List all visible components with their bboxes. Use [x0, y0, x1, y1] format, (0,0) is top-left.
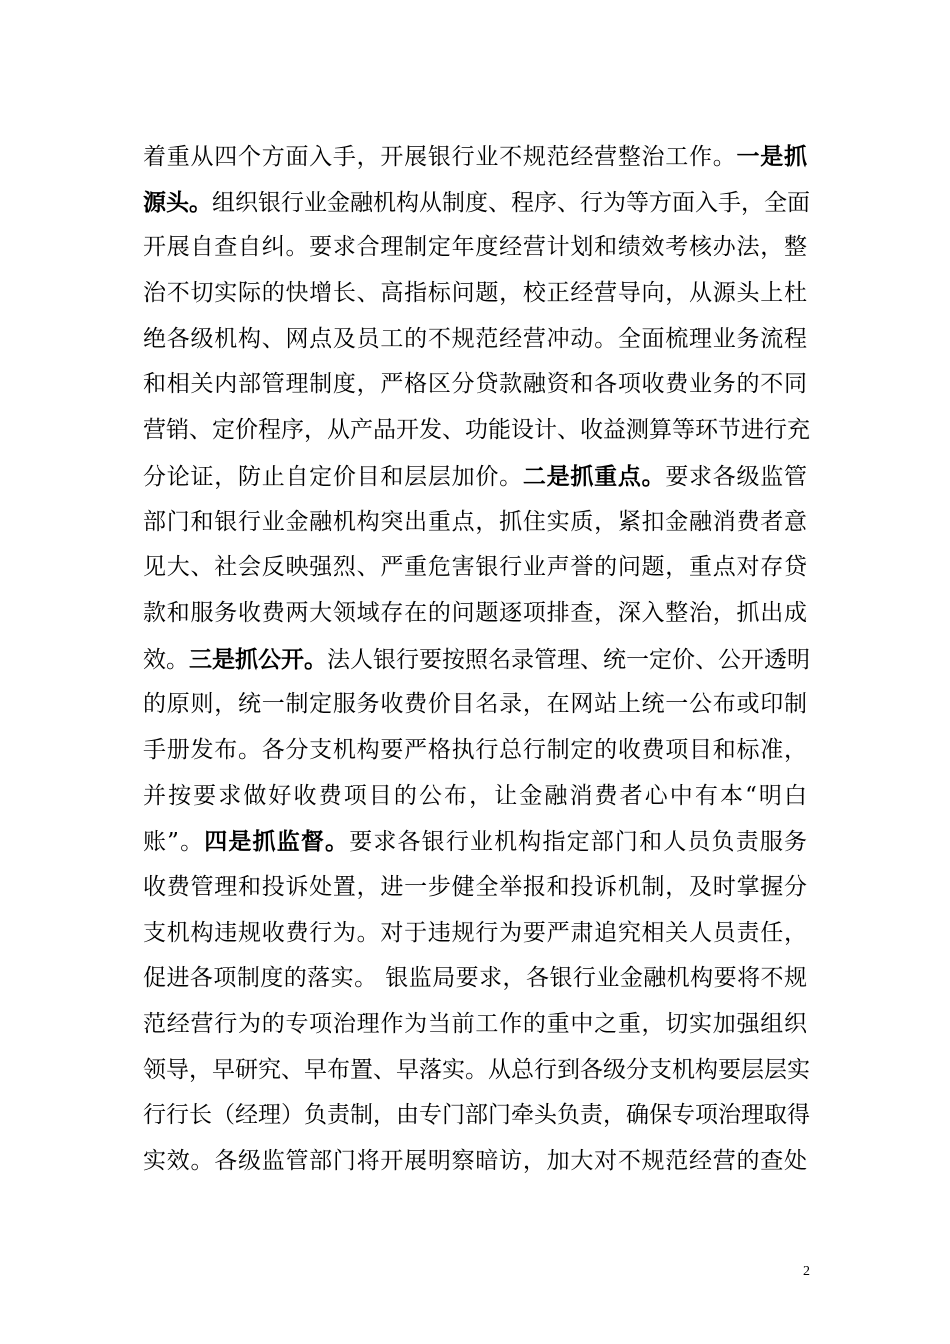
text-segment: 的原则，统一制定服务收费价目名录，在网站上统一公布或印制 — [143, 691, 807, 718]
text-segment: 支机构违规收费行为。对于违规行为要严肃追究相关人员责任， — [143, 919, 807, 946]
text-line — [143, 500, 807, 546]
text-segment: 法人银行要按照名录管理、统一定价、公开透明 — [327, 646, 810, 673]
text-segment: 和相关内部管理制度，严格区分贷款融资和各项收费业务的不同 — [143, 371, 807, 398]
text-line — [143, 180, 810, 226]
text-segment: 绝各级机构、网点及员工的不规范经营冲动。全面梳理业务流程 — [143, 325, 807, 352]
text-line — [143, 408, 810, 454]
text-line — [143, 637, 810, 683]
text-segment: 账”。 — [143, 829, 205, 856]
text-line — [143, 911, 807, 957]
text-segment: 效。 — [143, 646, 189, 673]
text-segment: 着重从四个方面入手，开展银行业不规范经营整治工作。 — [143, 144, 737, 170]
text-line — [143, 819, 807, 865]
bold-heading-segment: 二是抓重点。 — [522, 462, 666, 490]
text-line — [143, 362, 807, 408]
text-segment: 促进各项制度的落实。 银监局要求，各银行业金融机构要将不规 — [143, 965, 807, 992]
page-number: 2 — [803, 1264, 810, 1279]
text-line — [143, 956, 807, 1002]
text-segment: 要求各级监管 — [665, 463, 808, 490]
text-line — [143, 271, 807, 317]
text-segment: 开展自查自纠。要求合理制定年度经营计划和绩效考核办法，整 — [143, 234, 807, 261]
text-segment: 实效。各级监管部门将开展明察暗访，加大对不规范经营的查处 — [143, 1148, 807, 1175]
text-segment: 范经营行为的专项治理作为当前工作的重中之重，切实加强组织 — [143, 1011, 807, 1038]
text-segment: 行行长（经理）负责制，由专门部门牵头负责，确保专项治理取得 — [143, 1102, 810, 1129]
text-segment: 组织银行业金融机构从制度、程序、行为等方面入手，全面 — [212, 189, 810, 216]
text-line — [143, 1002, 807, 1048]
text-line — [143, 454, 807, 500]
text-line — [143, 1139, 807, 1185]
bold-heading-segment: 一是抓 — [736, 143, 808, 170]
text-segment: 并按要求做好收费项目的公布，让金融消费者心中有本“明白 — [143, 782, 807, 809]
body-paragraph — [143, 134, 810, 1185]
text-line — [143, 591, 807, 637]
text-line — [143, 317, 807, 363]
text-segment: 手册发布。各分支机构要严格执行总行制定的收费项目和标准， — [143, 736, 807, 763]
text-line — [143, 774, 807, 820]
text-segment: 分论证，防止自定价目和层层加价。 — [143, 463, 523, 490]
bold-heading-segment: 四是抓监督。 — [204, 828, 350, 856]
text-line — [143, 545, 807, 591]
text-segment: 收费管理和投诉处置，进一步健全举报和投诉机制，及时掌握分 — [143, 874, 807, 900]
text-segment: 营销、定价程序，从产品开发、功能设计、收益测算等环节进行充 — [143, 417, 810, 444]
text-line — [143, 1093, 810, 1139]
bold-heading-segment: 源头。 — [143, 188, 212, 216]
text-line — [143, 1048, 810, 1094]
text-segment: 领导，早研究、早布置、早落实。从总行到各级分支机构要层层实 — [143, 1056, 810, 1083]
text-line — [143, 865, 807, 911]
text-segment: 款和服务收费两大领域存在的问题逐项排查，深入整治，抓出成 — [143, 599, 807, 626]
text-line — [143, 134, 807, 180]
text-segment: 治不切实际的快增长、高指标问题，校正经营导向，从源头上杜 — [143, 280, 807, 307]
text-line — [143, 682, 807, 728]
text-line — [143, 728, 807, 774]
text-segment: 要求各银行业机构指定部门和人员负责服务 — [349, 829, 808, 856]
text-segment: 部门和银行业金融机构突出重点，抓住实质，紧扣金融消费者意 — [143, 508, 807, 535]
text-segment: 见大、社会反映强烈、严重危害银行业声誉的问题，重点对存贷 — [143, 554, 807, 581]
bold-heading-segment: 三是抓公开。 — [189, 645, 327, 673]
text-line — [143, 225, 807, 271]
